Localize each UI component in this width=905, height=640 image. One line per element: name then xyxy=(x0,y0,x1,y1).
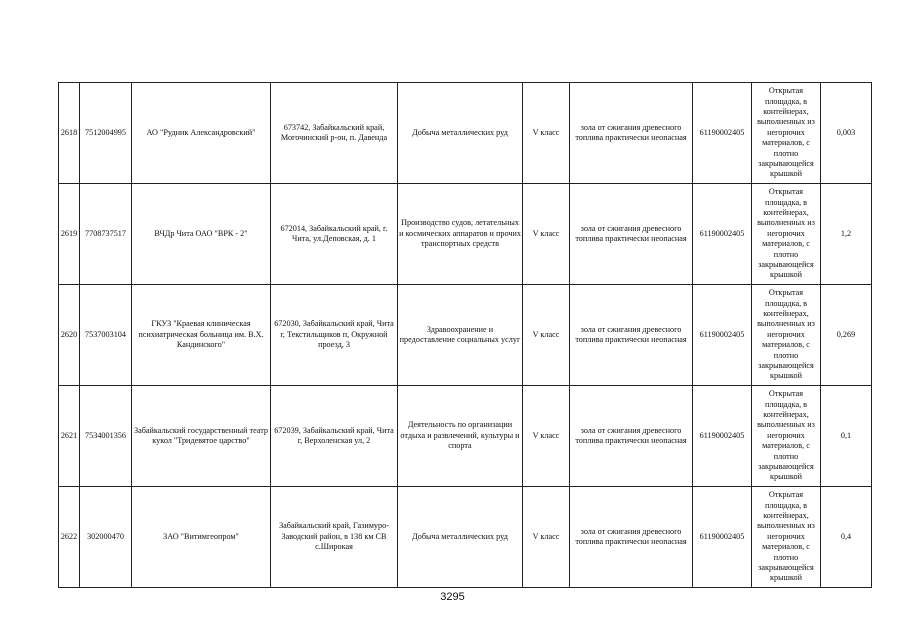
address-cell: 672014, Забайкальский край, г. Чита, ул.Деповская, д. 1 xyxy=(271,184,398,285)
row-number-cell: 2622 xyxy=(59,487,80,588)
activity-cell: Деятельность по организации отдыха и развлечений, культуры и спорта xyxy=(398,386,523,487)
table-row xyxy=(59,184,872,285)
amount-cell: 0,003 xyxy=(821,83,872,184)
fkko-code-cell: 61190002405 xyxy=(693,184,752,285)
inn-cell: 302000470 xyxy=(80,487,132,588)
row-number-cell: 2619 xyxy=(59,184,80,285)
row-number-cell: 2618 xyxy=(59,83,80,184)
organization-cell: АО "Рудник Александровский" xyxy=(132,83,271,184)
hazard-class-cell: V класс xyxy=(523,386,570,487)
fkko-code-cell: 61190002405 xyxy=(693,285,752,386)
fkko-code-cell: 61190002405 xyxy=(693,386,752,487)
table-body xyxy=(59,83,872,588)
hazard-class-cell: V класс xyxy=(523,184,570,285)
address-cell: 672030, Забайкальский край, Чита г, Текстильщиков п, Окружной проезд, 3 xyxy=(271,285,398,386)
organization-cell: ЗАО "Витимгеопром" xyxy=(132,487,271,588)
address-cell: Забайкальский край, Газимуро-Заводский район, в 138 км СВ с.Широкая xyxy=(271,487,398,588)
organization-cell: ВЧДр Чита ОАО "ВРК - 2" xyxy=(132,184,271,285)
table-row xyxy=(59,386,872,487)
inn-cell: 7534001356 xyxy=(80,386,132,487)
activity-cell: Производство судов, летательных и космических аппаратов и прочих транспортных средств xyxy=(398,184,523,285)
table-row xyxy=(59,285,872,386)
storage-method-cell: Открытая площадка, в контейнерах, выполненных из негорючих материалов, с плотно закрывающейся крышкой xyxy=(752,184,821,285)
waste-name-cell: зола от сжигания древесного топлива практически неопасная xyxy=(570,184,693,285)
amount-cell: 0,269 xyxy=(821,285,872,386)
address-cell: 673742, Забайкальский край, Могочинский р-он, п. Давенда xyxy=(271,83,398,184)
activity-cell: Добыча металлических руд xyxy=(398,83,523,184)
activity-cell: Добыча металлических руд xyxy=(398,487,523,588)
inn-cell: 7512004995 xyxy=(80,83,132,184)
storage-method-cell: Открытая площадка, в контейнерах, выполненных из негорючих материалов, с плотно закрывающейся крышкой xyxy=(752,83,821,184)
fkko-code-cell: 61190002405 xyxy=(693,487,752,588)
hazard-class-cell: V класс xyxy=(523,487,570,588)
organization-cell: Забайкальский государственный театр кукол "Тридевятое царство" xyxy=(132,386,271,487)
waste-name-cell: зола от сжигания древесного топлива практически неопасная xyxy=(570,285,693,386)
inn-cell: 7708737517 xyxy=(80,184,132,285)
amount-cell: 0,1 xyxy=(821,386,872,487)
amount-cell: 1,2 xyxy=(821,184,872,285)
waste-name-cell: зола от сжигания древесного топлива практически неопасная xyxy=(570,386,693,487)
storage-method-cell: Открытая площадка, в контейнерах, выполненных из негорючих материалов, с плотно закрывающейся крышкой xyxy=(752,386,821,487)
waste-registry-table xyxy=(58,82,872,588)
row-number-cell: 2620 xyxy=(59,285,80,386)
page-number: 3295 xyxy=(440,591,465,603)
address-cell: 672039, Забайкальский край, Чита г, Верхоленская ул, 2 xyxy=(271,386,398,487)
fkko-code-cell: 61190002405 xyxy=(693,83,752,184)
hazard-class-cell: V класс xyxy=(523,285,570,386)
waste-name-cell: зола от сжигания древесного топлива практически неопасная xyxy=(570,83,693,184)
inn-cell: 7537003104 xyxy=(80,285,132,386)
row-number-cell: 2621 xyxy=(59,386,80,487)
hazard-class-cell: V класс xyxy=(523,83,570,184)
activity-cell: Здравоохранение и предоставление социальных услуг xyxy=(398,285,523,386)
table-row xyxy=(59,487,872,588)
table-row xyxy=(59,83,872,184)
organization-cell: ГКУЗ "Краевая клиническая психиатрическая больница им. В.Х. Кандинского" xyxy=(132,285,271,386)
waste-name-cell: зола от сжигания древесного топлива практически неопасная xyxy=(570,487,693,588)
storage-method-cell: Открытая площадка, в контейнерах, выполненных из негорючих материалов, с плотно закрывающейся крышкой xyxy=(752,487,821,588)
amount-cell: 0,4 xyxy=(821,487,872,588)
storage-method-cell: Открытая площадка, в контейнерах, выполненных из негорючих материалов, с плотно закрывающейся крышкой xyxy=(752,285,821,386)
